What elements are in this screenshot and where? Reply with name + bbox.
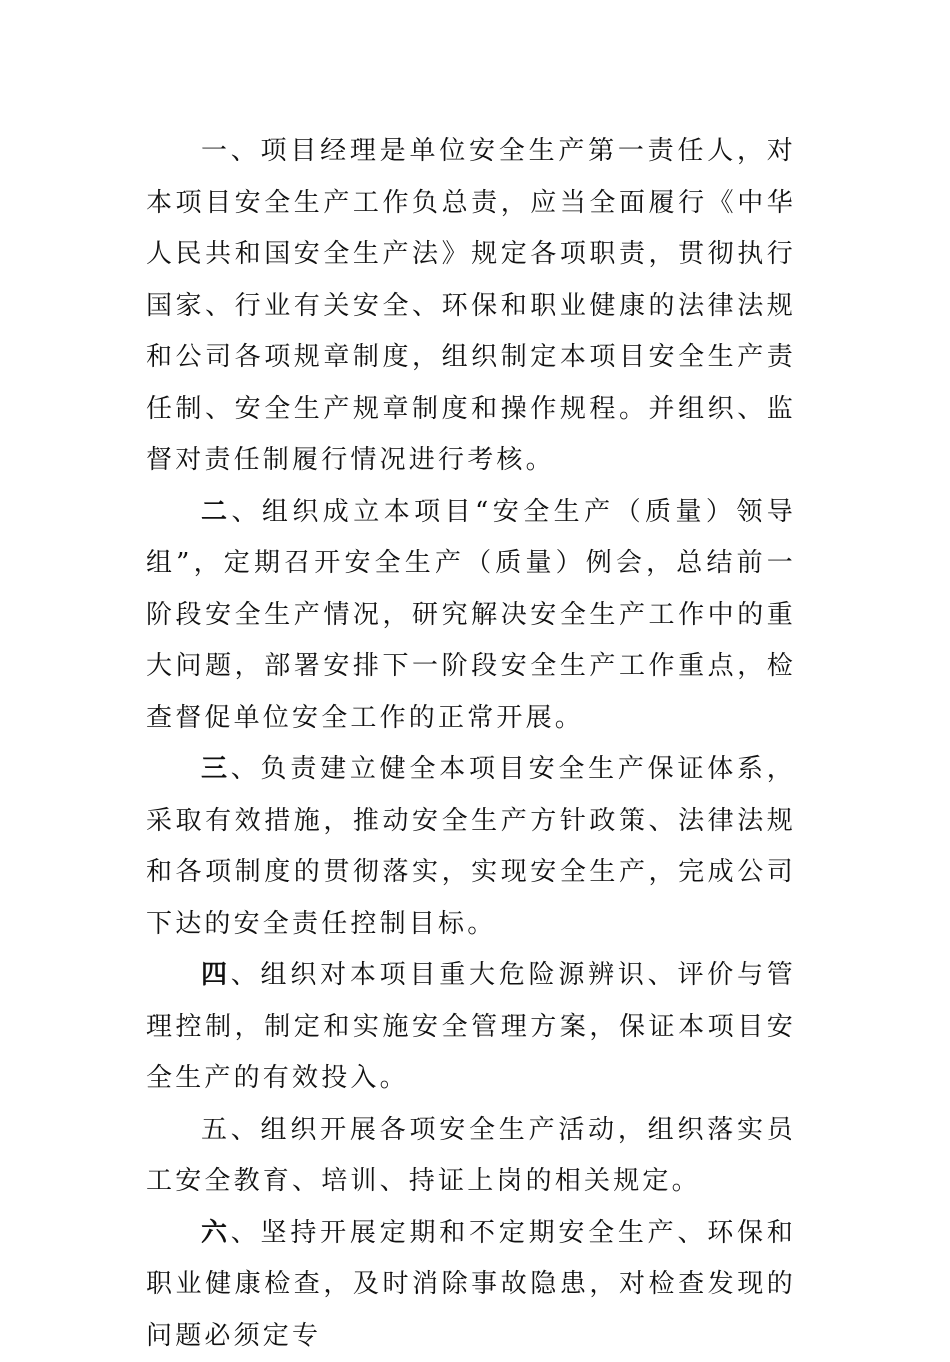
paragraph-4 bbox=[146, 950, 796, 1105]
document-body bbox=[146, 126, 796, 1362]
paragraph-1-number: 一 bbox=[201, 136, 231, 166]
paragraph-2-text: 、组织成立本项目“安全生产（质量）领导组”，定期召开安全生产（质量）例会，总结前一阶段安全生产情况，研究解决安全生产工作中的重大问题，部署安排下一阶段安全生产工作重点，检查督促单位安全工作的正常开展。 bbox=[146, 497, 796, 733]
paragraph-5-number: 五 bbox=[201, 1115, 231, 1145]
paragraph-2 bbox=[146, 487, 796, 745]
paragraph-6 bbox=[146, 1208, 796, 1362]
paragraph-3-text: 、负责建立健全本项目安全生产保证体系，采取有效措施，推动安全生产方针政策、法律法规和各项制度的贯彻落实，实现安全生产，完成公司下达的安全责任控制目标。 bbox=[146, 754, 796, 939]
paragraph-4-text: 、组织对本项目重大危险源辨识、评价与管理控制，制定和实施安全管理方案，保证本项目安全生产的有效投入。 bbox=[146, 960, 796, 1093]
paragraph-1-text: 、项目经理是单位安全生产第一责任人，对本项目安全生产工作负总责，应当全面履行《中华人民共和国安全生产法》规定各项职责，贯彻执行国家、行业有关安全、环保和职业健康的法律法规和公司各项规章制度，组织制定本项目安全生产责任制、安全生产规章制度和操作规程。并组织、监督对责任制履行情况进行考核。 bbox=[146, 136, 796, 475]
paragraph-1 bbox=[146, 126, 796, 487]
paragraph-3-number: 三 bbox=[201, 754, 231, 784]
paragraph-5 bbox=[146, 1105, 796, 1208]
paragraph-4-number: 四 bbox=[201, 960, 231, 990]
paragraph-3 bbox=[146, 744, 796, 950]
paragraph-2-number: 二 bbox=[201, 497, 231, 527]
paragraph-6-number: 六 bbox=[201, 1218, 231, 1248]
paragraph-6-text: 、坚持开展定期和不定期安全生产、环保和职业健康检查，及时消除事故隐患，对检查发现的问题必须定专 bbox=[146, 1218, 796, 1351]
paragraph-5-text: 、组织开展各项安全生产活动，组织落实员工安全教育、培训、持证上岗的相关规定。 bbox=[146, 1115, 796, 1197]
